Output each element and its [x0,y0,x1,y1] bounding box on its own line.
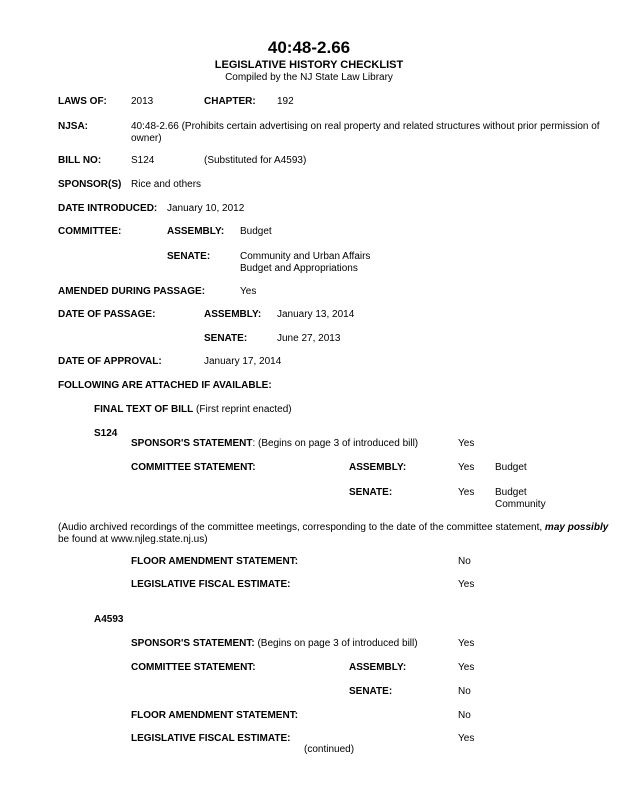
date-of-approval-label: DATE OF APPROVAL: [58,356,162,367]
a4593-sponsor-note: (Begins on page 3 of introduced bill) [257,638,418,649]
s124-fiscal-value: Yes [458,579,475,590]
njsa-line-1: 40:48-2.66 (Prohibits certain advertising on real property and related structures without prior permission of [131,121,600,132]
a4593-senate-label: SENATE: [349,686,393,697]
committee-senate-label: SENATE: [167,251,211,262]
a4593-committee-label: COMMITTEE STATEMENT: [131,662,256,673]
document-subtitle: LEGISLATIVE HISTORY CHECKLIST [214,59,404,71]
committee-assembly-value: Budget [240,226,272,237]
s124-sponsor-note: : (Begins on page 3 of introduced bill) [252,438,419,449]
committee-senate-value-1: Community and Urban Affairs [240,251,371,262]
njsa-label: NJSA: [58,121,89,132]
passage-senate-value: June 27, 2013 [277,333,341,344]
s124-fiscal-label: LEGISLATIVE FISCAL ESTIMATE: [131,579,291,590]
chapter-value: 192 [277,96,294,107]
chapter-label: CHAPTER: [204,96,256,107]
bill-no-value: S124 [131,155,155,166]
s124-assembly-committee: Budget [495,462,527,473]
audio-note-line-2: be found at www.njleg.state.nj.us) [58,534,208,545]
final-text-note: (First reprint enacted) [196,404,292,415]
a4593-assembly-label: ASSEMBLY: [349,662,407,673]
a4593-senate-value: No [458,686,471,697]
s124-senate-committee-1: Budget [495,487,527,498]
a4593-fiscal-value: Yes [458,733,475,744]
a4593-floor-label: FLOOR AMENDMENT STATEMENT: [131,710,299,721]
bill-no-label: BILL NO: [58,155,102,166]
passage-assembly-value: January 13, 2014 [277,309,355,320]
final-text-label: FINAL TEXT OF BILL [94,404,194,415]
s124-sponsor-label: SPONSOR'S STATEMENT [131,438,253,449]
compiled-by: Compiled by the NJ State Law Library [225,72,393,83]
s124-assembly-value: Yes [458,462,475,473]
amended-value: Yes [240,286,257,297]
s124-sponsor-row [131,438,418,450]
sponsors-value: Rice and others [131,179,202,190]
a4593-assembly-value: Yes [458,662,475,673]
final-text-row [94,404,292,416]
s124-sponsor-value: Yes [458,438,475,449]
audio-note-emphasis: may possibly [544,522,609,533]
s124-committee-label: COMMITTEE STATEMENT: [131,462,256,473]
a4593-sponsor-row [131,638,418,650]
a4593-heading: A4593 [94,614,124,625]
page-title: 40:48-2.66 [267,38,351,57]
date-introduced-label: DATE INTRODUCED: [58,203,158,214]
a4593-fiscal-label: LEGISLATIVE FISCAL ESTIMATE: [131,733,291,744]
sponsors-label: SPONSOR(S) [58,179,122,190]
s124-senate-label: SENATE: [349,487,393,498]
s124-senate-committee-2: Community [495,499,546,510]
attached-heading: FOLLOWING ARE ATTACHED IF AVAILABLE: [58,380,272,391]
passage-senate-label: SENATE: [204,333,248,344]
amended-label: AMENDED DURING PASSAGE: [58,286,206,297]
s124-heading: S124 [94,428,118,439]
a4593-floor-value: No [458,710,471,721]
s124-assembly-label: ASSEMBLY: [349,462,407,473]
continued-note: (continued) [304,744,355,755]
laws-of-value: 2013 [131,96,154,107]
committee-label: COMMITTEE: [58,226,122,237]
a4593-sponsor-label: SPONSOR'S STATEMENT: [131,638,255,649]
date-of-approval-value: January 17, 2014 [204,356,282,367]
audio-note-line-1 [58,522,608,534]
njsa-line-2: owner) [131,133,162,144]
audio-note-text: (Audio archived recordings of the committee meetings, corresponding to the date of the committee statement, [58,522,543,533]
date-of-passage-label: DATE OF PASSAGE: [58,309,156,320]
s124-floor-label: FLOOR AMENDMENT STATEMENT: [131,556,299,567]
committee-senate-value-2: Budget and Appropriations [240,263,358,274]
s124-floor-value: No [458,556,471,567]
passage-assembly-label: ASSEMBLY: [204,309,262,320]
s124-senate-value: Yes [458,487,475,498]
laws-of-label: LAWS OF: [58,96,107,107]
committee-assembly-label: ASSEMBLY: [167,226,225,237]
date-introduced-value: January 10, 2012 [167,203,245,214]
a4593-sponsor-value: Yes [458,638,475,649]
bill-substitution-note: (Substituted for A4593) [204,155,307,166]
